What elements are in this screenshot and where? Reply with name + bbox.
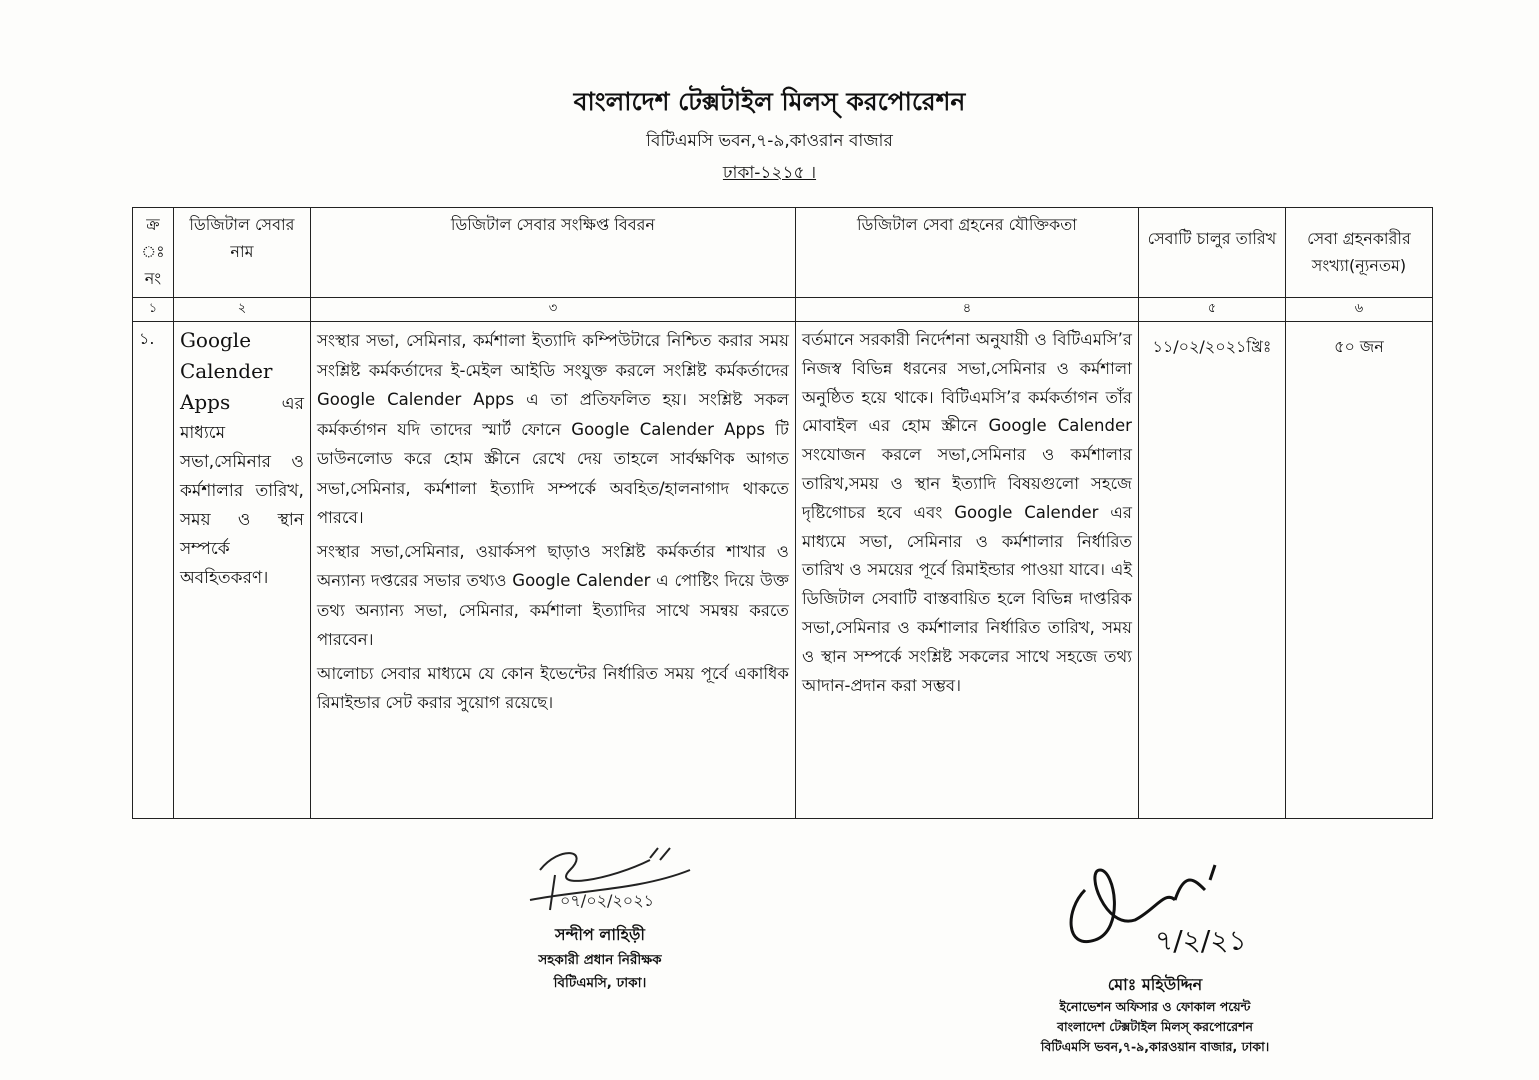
row-count: ৫০ জন <box>1285 322 1432 819</box>
description-paragraph: সংস্থার সভা, সেমিনার, কর্মশালা ইত্যাদি কম্পিউটারে নিশ্চিত করার সময় সংশ্লিষ্ট কর্মকর্তাদের ই-মেইল আইডি সংযুক্ত করলে সংশ্লিষ্ট কর্মকর্তাদের Google Calender Apps এ তা প্রতিফলিত হয়। সংশ্লিষ্ট সকল কর্মকর্তাগন যদি তাদের স্মার্ট ফোনে Google Calender Apps টি ডাউনলোড করে হোম স্ক্রীনে রেখে দেয় তাহলে সার্বক্ষণিক আগত সভা,সেমিনার, কর্মশালা ইত্যাদি সম্পর্কে অবহিত/হালনাগাদ থাকতে পারবে। <box>316 331 789 527</box>
handwritten-signature-left <box>500 840 700 920</box>
row-description <box>310 322 795 819</box>
header-description: ডিজিটাল সেবার সংক্ষিপ্ত বিবরন <box>310 208 795 298</box>
header-count-text: সেবা গ্রহনকারীর সংখ্যা(ন্যূনতম) <box>1307 229 1411 275</box>
city-text: ঢাকা-১২১৫ । <box>722 163 817 183</box>
table-header-row <box>133 208 1433 298</box>
table-row <box>133 322 1433 819</box>
description-paragraph: আলোচ্য সেবার মাধ্যমে যে কোন ইভেন্টের নির্ধারিত সময় পূর্বে একাধিক রিমাইন্ডার সেট করার সুয়োগ রয়েছে। <box>316 663 789 712</box>
header-start-date-text: সেবাটি চালুর তারিখ <box>1147 229 1277 248</box>
signature-block-right <box>1010 850 1300 1059</box>
handwritten-signature-right <box>1045 850 1265 970</box>
service-table <box>132 207 1433 819</box>
column-number: ২ <box>173 298 310 322</box>
header-service-name: ডিজিটাল সেবার নাম <box>173 208 310 298</box>
signatory-title-right: ইনোভেশন অফিসার ও ফোকাল পয়েন্ট <box>1059 999 1251 1014</box>
column-number: ৫ <box>1138 298 1285 322</box>
row-start-date: ১১/০২/২০২১খ্রিঃ <box>1138 322 1285 819</box>
signatory-address-right: বিটিএমসি ভবন,৭-৯,কারওয়ান বাজার, ঢাকা। <box>1040 1039 1270 1054</box>
handwritten-date-left: ০৭/০২/২০২১ <box>560 891 654 910</box>
header-serial: ক্র ঃ নং <box>133 208 174 298</box>
row-serial: ১. <box>133 322 174 819</box>
signatory-name-right: মোঃ মহিউদ্দিন <box>1107 975 1203 994</box>
column-number: ১ <box>133 298 174 322</box>
service-name-bengali: এর মাধ্যমে সভা,সেমিনার ও কর্মশালার তারিখ, সময় ও স্থান সম্পর্কে অবহিতকরণ। <box>179 394 304 588</box>
row-service-name <box>173 322 310 819</box>
header-start-date <box>1138 208 1285 298</box>
handwritten-date-right: ৭/২/২১ <box>1155 924 1247 957</box>
signatory-office-left: বিটিএমসি, ঢাকা। <box>553 975 647 991</box>
header-justification: ডিজিটাল সেবা গ্রহনের যৌক্তিকতা <box>795 208 1138 298</box>
organization-name: বাংলাদেশ টেক্সটাইল মিলস্ করপোরেশন <box>573 87 966 116</box>
column-number: ৪ <box>795 298 1138 322</box>
signatory-title-left: সহকারী প্রধান নিরীক্ষক <box>538 952 662 968</box>
column-number: ৬ <box>1285 298 1432 322</box>
column-number: ৩ <box>310 298 795 322</box>
column-number-row <box>133 298 1433 322</box>
service-name-english: Google Calender Apps <box>179 328 273 414</box>
signature-block-left <box>470 840 730 995</box>
organization-city <box>0 160 1539 188</box>
header-count <box>1285 208 1432 298</box>
row-justification: বর্তমানে সরকারী নির্দেশনা অনুযায়ী ও বিটিএমসি’র নিজস্ব বিভিন্ন ধরনের সভা,সেমিনার ও কর্মশালা অনুষ্ঠিত হয়ে থাকে। বিটিএমসি’র কর্মকর্তাগন তাঁর মোবাইল এর হোম স্ক্রীনে Google Calender সংযোজন করলে সভা,সেমিনার ও কর্মশালার তারিখ,সময় ও স্থান ইত্যাদি বিষয়গুলো সহজে দৃষ্টিগোচর হবে এবং Google Calender এর মাধ্যমে সভা, সেমিনার ও কর্মশালার নির্ধারিত তারিখ ও সময়ের পূর্বে রিমাইন্ডার পাওয়া যাবে। এই ডিজিটাল সেবাটি বাস্তবায়িত হলে বিভিন্ন দাপ্তরিক সভা,সেমিনার ও কর্মশালার নির্ধারিত তারিখ, সময় ও স্থান সম্পর্কে সংশ্লিষ্ট সকলের সাথে সহজে তথ্য আদান-প্রদান করা সম্ভব। <box>795 322 1138 819</box>
signatory-org-right: বাংলাদেশ টেক্সটাইল মিলস্ করপোরেশন <box>1057 1019 1253 1034</box>
signatory-name-left: সন্দীপ লাহিড়ী <box>555 925 645 944</box>
organization-address: বিটিএমসি ভবন,৭-৯,কাওরান বাজার <box>646 131 893 151</box>
description-paragraph: সংস্থার সভা,সেমিনার, ওয়ার্কসপ ছাড়াও সংশ্লিষ্ট কর্মকর্তার শাখার ও অন্যান্য দপ্তরের সভার তথ্যও Google Calender এ পোষ্টিং দিয়ে উক্ত তথ্য অন্যান্য সভা, সেমিনার, কর্মশালা ইত্যাদির সাথে সমন্বয় করতে পারবেন। <box>316 541 789 649</box>
